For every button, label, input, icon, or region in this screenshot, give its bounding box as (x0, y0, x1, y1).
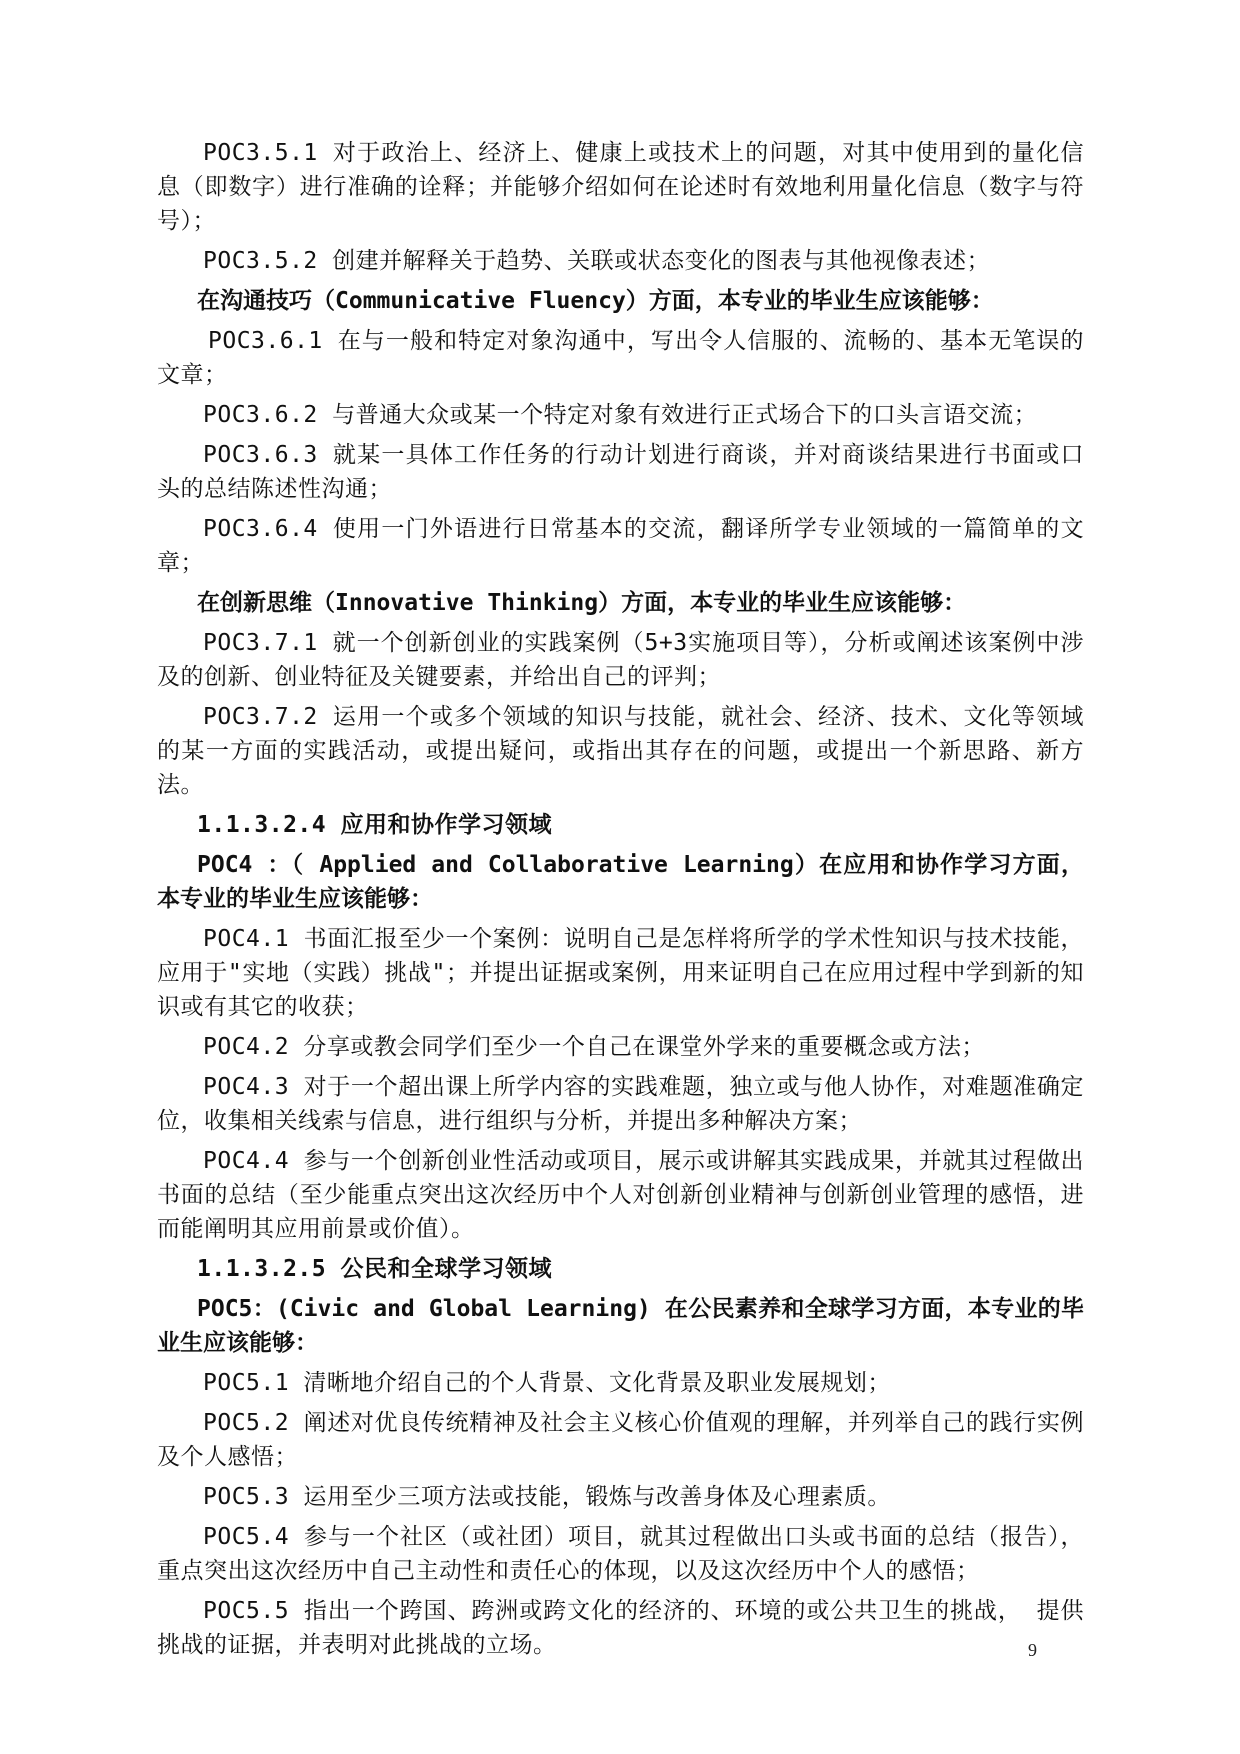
paragraph-poc5-3: POC5.3 运用至少三项方法或技能，锻炼与改善身体及心理素质。 (203, 1484, 891, 1510)
paragraph-poc5-4: POC5.4 参与一个社区（或社团）项目，就其过程做出口头或书面的总结（报告），重点突出这次经历中自己主动性和责任心的体现，以及这次经历中个人的感悟； (157, 1524, 1084, 1584)
paragraph-poc4-2: POC4.2 分享或教会同学们至少一个自己在课堂外学来的重要概念或方法； (203, 1034, 985, 1060)
paragraph-poc5-5: POC5.5 指出一个跨国、跨洲或跨文化的经济的、环境的或公共卫生的挑战， 提供挑战的证据，并表明对此挑战的立场。 (157, 1598, 1084, 1658)
heading-communicative-fluency: 在沟通技巧（Communicative Fluency）方面，本专业的毕业生应该能够： (197, 288, 994, 314)
paragraph-poc3-7-2: POC3.7.2 运用一个或多个领域的知识与技能，就社会、经济、技术、文化等领域的某一方面的实践活动，或提出疑问，或指出其存在的问题，或提出一个新思路、新方法。 (157, 704, 1084, 798)
heading-poc5: POC5：(Civic and Global Learning) 在公民素养和全球学习方面，本专业的毕业生应该能够： (157, 1296, 1084, 1356)
paragraph-poc3-5-2: POC3.5.2 创建并解释关于趋势、关联或状态变化的图表与其他视像表述； (203, 248, 991, 274)
document-body (157, 136, 1084, 1668)
paragraph-poc3-6-2: POC3.6.2 与普通大众或某一个特定对象有效进行正式场合下的口头言语交流； (203, 402, 1038, 428)
heading-innovative-thinking: 在创新思维（Innovative Thinking）方面，本专业的毕业生应该能够： (197, 590, 967, 616)
paragraph-poc3-7-1: POC3.7.1 就一个创新创业的实践案例（5+3实施项目等），分析或阐述该案例中涉及的创新、创业特征及关键要素，并给出自己的评判； (157, 630, 1084, 690)
paragraph-poc3-6-4: POC3.6.4 使用一门外语进行日常基本的交流，翻译所学专业领域的一篇简单的文章； (157, 516, 1084, 576)
section-heading-1-1-3-2-4: 1.1.3.2.4 应用和协作学习领域 (197, 812, 552, 838)
paragraph-poc3-6-3: POC3.6.3 就某一具体工作任务的行动计划进行商谈，并对商谈结果进行书面或口头的总结陈述性沟通； (157, 442, 1084, 502)
page-number: 9 (1028, 1640, 1037, 1660)
paragraph-poc3-6-1: POC3.6.1 在与一般和特定对象沟通中，写出令人信服的、流畅的、基本无笔误的文章； (157, 328, 1084, 388)
paragraph-poc4-4: POC4.4 参与一个创新创业性活动或项目，展示或讲解其实践成果，并就其过程做出书面的总结（至少能重点突出这次经历中个人对创新创业精神与创新创业管理的感悟，进而能阐明其应用前景或价值）。 (157, 1148, 1084, 1242)
heading-poc4: POC4 ：（ Applied and Collaborative Learning）在应用和协作学习方面，本专业的毕业生应该能够： (157, 852, 1084, 912)
section-heading-1-1-3-2-5: 1.1.3.2.5 公民和全球学习领域 (197, 1256, 552, 1282)
paragraph-poc5-2: POC5.2 阐述对优良传统精神及社会主义核心价值观的理解，并列举自己的践行实例及个人感悟； (157, 1410, 1084, 1470)
paragraph-poc5-1: POC5.1 清晰地介绍自己的个人背景、文化背景及职业发展规划； (203, 1370, 891, 1396)
paragraph-poc4-1: POC4.1 书面汇报至少一个案例：说明自己是怎样将所学的学术性知识与技术技能，应用于"实地（实践）挑战"；并提出证据或案例，用来证明自己在应用过程中学到新的知识或有其它的收获； (157, 926, 1084, 1020)
paragraph-poc3-5-1: POC3.5.1 对于政治上、经济上、健康上或技术上的问题，对其中使用到的量化信息（即数字）进行准确的诠释；并能够介绍如何在论述时有效地利用量化信息（数字与符号）； (157, 140, 1084, 234)
paragraph-poc4-3: POC4.3 对于一个超出课上所学内容的实践难题，独立或与他人协作，对难题准确定位，收集相关线索与信息，进行组织与分析，并提出多种解决方案； (157, 1074, 1084, 1134)
